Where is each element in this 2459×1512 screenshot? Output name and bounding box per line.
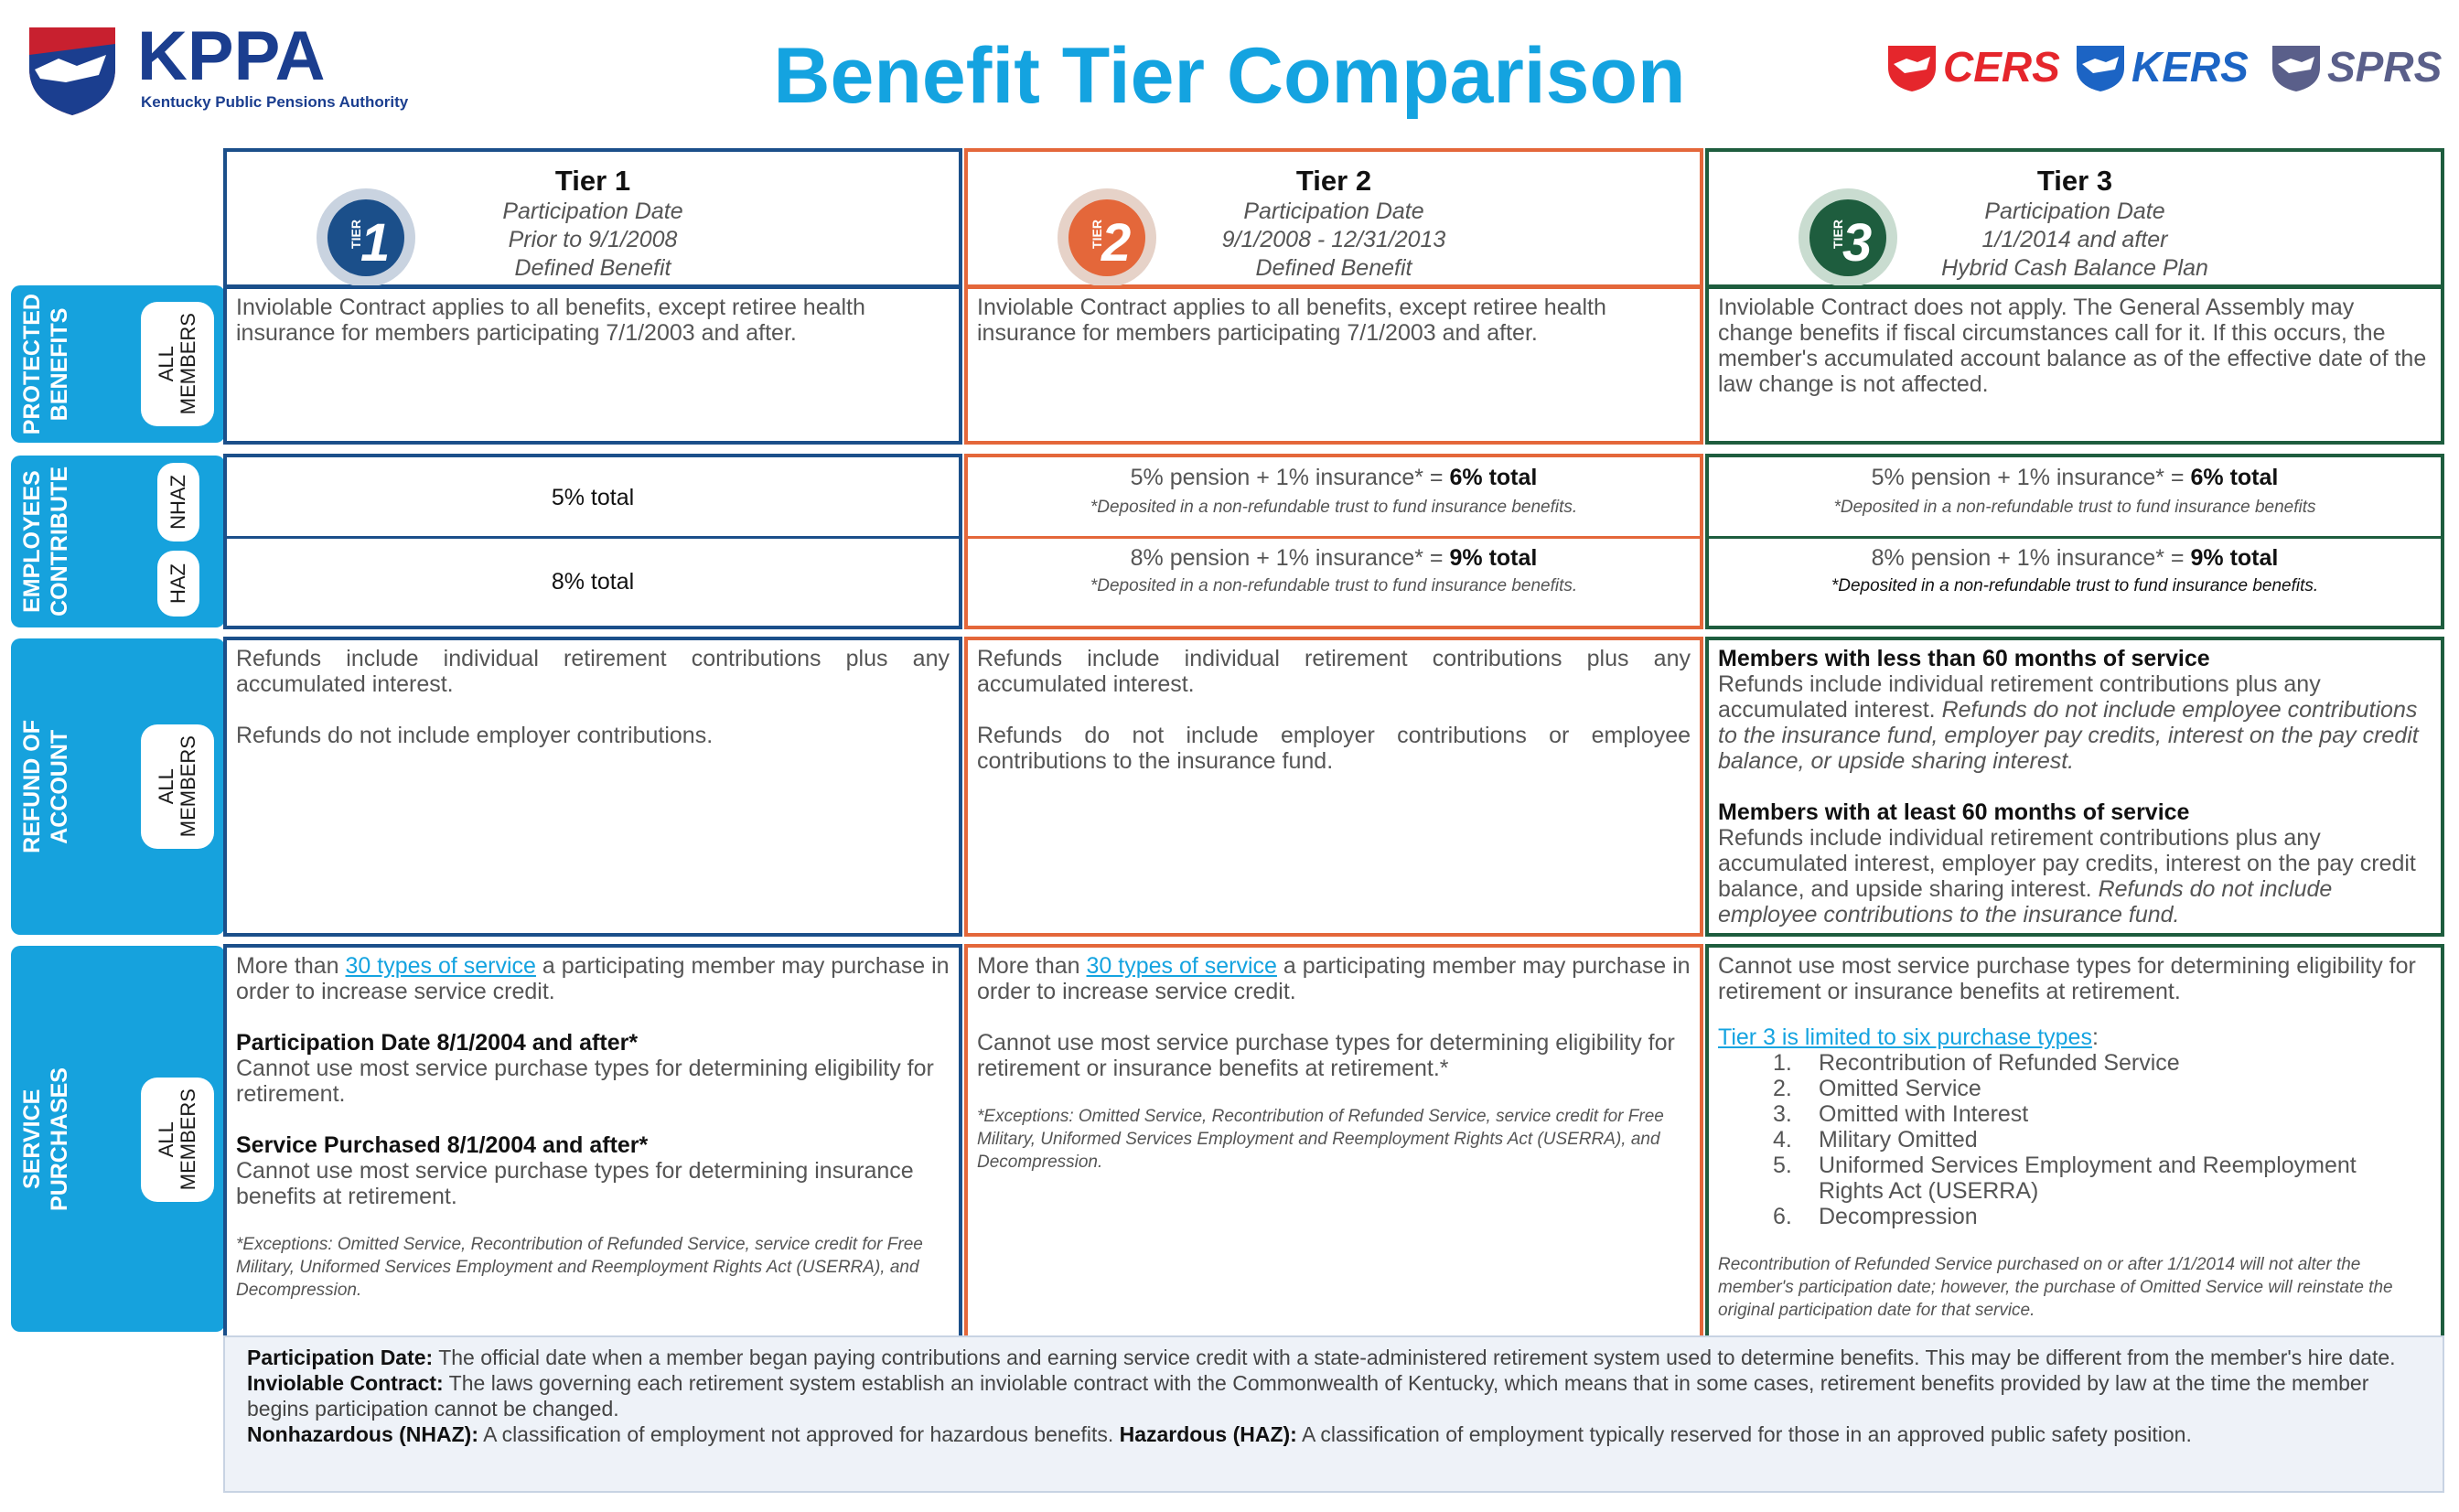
tier3-service-note: Recontribution of Refunded Service purchased on or after 1/1/2014 will not alter the member's participation date; however, the purchase of Omitted Service will reinstate the original participation date for that service. <box>1718 1255 2393 1320</box>
nhaz-pill: NHAZ <box>157 463 199 542</box>
tier2-refund-p2: Refunds do not include employer contributions or employee contributions to the insurance fund. <box>977 723 1691 774</box>
tier2-contribute <box>964 454 1703 629</box>
tier1-service-note: *Exceptions: Omitted Service, Recontribution of Refunded Service, service credit for Free Military, Uniformed Services Employment and Reemployment Rights Act (USERRA), and Decompression. <box>236 1235 923 1300</box>
row-label-employees-contribute: EMPLOYEES CONTRIBUTE NHAZ HAZ <box>11 456 225 627</box>
all-members-pill: ALL MEMBERS <box>141 724 214 849</box>
row-label-protected-benefits: PROTECTED BENEFITS ALL MEMBERS <box>11 285 225 443</box>
row-label-service-purchases: SERVICE PURCHASES ALL MEMBERS <box>11 946 225 1332</box>
tier3-protected-benefits: Inviolable Contract does not apply. The General Assembly may change benefits if fiscal circumstances call for it. If this occurs, the member's accumulated account balance as of the effective date of the law change is not affected. <box>1705 285 2444 445</box>
page-title: Benefit Tier Comparison <box>773 32 1686 120</box>
tier2-protected-benefits: Inviolable Contract applies to all benefits, except retiree health insurance for members participating 7/1/2003 and after. <box>964 285 1703 445</box>
tier3-service-limit: Tier 3 is limited to six purchase types: <box>1718 1024 2099 1050</box>
cers-shield-icon <box>1885 42 1939 93</box>
logo-subtitle: Kentucky Public Pensions Authority <box>141 93 409 111</box>
tier1-header <box>223 148 962 288</box>
tier2-haz-contribution: 8% pension + 1% insurance* = 9% total <box>1130 545 1538 571</box>
tier2-nhaz-note: *Deposited in a non-refundable trust to fund insurance benefits. <box>1090 498 1578 517</box>
tier2-participation: Participation Date 9/1/2008 - 12/31/2013 Defined Benefit <box>1221 198 1446 281</box>
tier1-contribute <box>223 454 962 629</box>
six-purchase-types-link[interactable]: Tier 3 is limited to six purchase types <box>1718 1024 2092 1050</box>
tier1-badge-icon: TIER 1 <box>317 188 415 287</box>
tier1-refund-p1: Refunds include individual retirement contributions plus any accumulated interest. <box>236 646 950 697</box>
tier3-refund-p1: Refunds include individual retirement contributions plus any accumulated interest. Refunds do not include employee contributions to the insurance fund, employer pay credits, interest on the pay credit balance, or upside sharing interest. <box>1718 671 2419 774</box>
tier3-refund <box>1705 637 2444 937</box>
brand-logos <box>1885 38 2452 102</box>
tier1-service-h2: Service Purchased 8/1/2004 and after* <box>236 1132 649 1158</box>
divider <box>968 536 1700 539</box>
definition-participation-date: Participation Date: The official date when a member began paying contributions and earning service credit with a state-administered retirement system used to determine benefits. This may be different from the member's hire date. <box>247 1346 2396 1369</box>
tier2-refund <box>964 637 1703 937</box>
divider <box>227 536 959 539</box>
tier2-service-note: *Exceptions: Omitted Service, Recontribution of Refunded Service, service credit for Free Military, Uniformed Services Employment and Reemployment Rights Act (USERRA), and Decompression. <box>977 1107 1664 1172</box>
tier3-refund-h2: Members with at least 60 months of service <box>1718 799 2190 825</box>
tier1-service-purchases <box>223 944 962 1335</box>
tier3-header <box>1705 148 2444 288</box>
list-item: 4. Military Omitted <box>1773 1127 1978 1153</box>
tier3-haz-note: *Deposited in a non-refundable trust to fund insurance benefits. <box>1831 576 2319 595</box>
all-members-pill: ALL MEMBERS <box>141 302 214 426</box>
tier3-service-p1: Cannot use most service purchase types for determining eligibility for retirement or insurance benefits at retirement. <box>1718 953 2416 1004</box>
tier3-refund-h1: Members with less than 60 months of service <box>1718 646 2210 671</box>
tier2-service-intro: More than 30 types of service a participating member may purchase in order to increase service credit. <box>977 953 1691 1004</box>
tier1-participation: Participation Date Prior to 9/1/2008 Defined Benefit <box>502 198 683 281</box>
tier3-contribute <box>1705 454 2444 629</box>
tier1-service-p1: Cannot use most service purchase types for determining eligibility for retirement. <box>236 1056 934 1107</box>
tier2-name: Tier 2 <box>1295 165 1372 197</box>
tier1-name: Tier 1 <box>554 165 631 197</box>
tier1-service-p2: Cannot use most service purchase types for determining insurance benefits at retirement. <box>236 1158 914 1209</box>
brand-cers: CERS <box>1943 43 2060 91</box>
tier3-service-purchases <box>1705 944 2444 1335</box>
sprs-shield-icon <box>2269 42 2324 93</box>
tier3-participation: Participation Date 1/1/2014 and after Hybrid Cash Balance Plan <box>1941 198 2208 281</box>
definition-inviolable-contract: Inviolable Contract: The laws governing each retirement system establish an inviolable contract with the Commonwealth of Kentucky, which means that in some cases, retirement benefits provided by law at the time the member begins participation cannot be changed. <box>247 1371 2369 1421</box>
tier2-service-p1: Cannot use most service purchase types for determining eligibility for retirement or insurance benefits at retirement.* <box>977 1030 1675 1081</box>
tier2-badge-icon: TIER 2 <box>1058 188 1156 287</box>
tier3-badge-icon: TIER 3 <box>1799 188 1897 287</box>
tier3-refund-p2: Refunds include individual retirement contributions plus any accumulated interest, employer pay credits, interest on the pay credit balance, and upside sharing interest. Refunds do not include employee contributions to the insurance fund. <box>1718 825 2416 928</box>
logo-name: KPPA <box>137 17 326 95</box>
list-item: 1. Recontribution of Refunded Service <box>1773 1050 2180 1076</box>
tier3-nhaz-note: *Deposited in a non-refundable trust to fund insurance benefits <box>1833 498 2316 517</box>
kers-shield-icon <box>2073 42 2128 93</box>
tier1-nhaz-contribution: 5% total <box>551 485 635 510</box>
list-item: 6. Decompression <box>1773 1204 1978 1229</box>
tier3-nhaz-contribution: 5% pension + 1% insurance* = 6% total <box>1871 465 2279 490</box>
tier3-haz-contribution: 8% pension + 1% insurance* = 9% total <box>1871 545 2279 571</box>
haz-pill: HAZ <box>157 551 199 617</box>
tier3-name: Tier 3 <box>2036 165 2113 197</box>
tier3-purchase-list <box>1718 1050 2432 1229</box>
tier2-service-purchases <box>964 944 1703 1335</box>
tier2-haz-note: *Deposited in a non-refundable trust to fund insurance benefits. <box>1090 576 1578 595</box>
types-of-service-link[interactable]: 30 types of service <box>1086 953 1277 979</box>
tier1-refund <box>223 637 962 937</box>
tier1-protected-benefits: Inviolable Contract applies to all benefits, except retiree health insurance for members participating 7/1/2003 and after. <box>223 285 962 445</box>
tier2-header <box>964 148 1703 288</box>
divider <box>1709 536 2441 539</box>
list-item: 3. Omitted with Interest <box>1773 1101 2029 1127</box>
row-label-refund-of-account: REFUND OF ACCOUNT ALL MEMBERS <box>11 638 225 935</box>
types-of-service-link[interactable]: 30 types of service <box>345 953 536 979</box>
tier1-haz-contribution: 8% total <box>551 569 635 595</box>
list-item: 5. Uniformed Services Employment and Reemployment Rights Act (USERRA) <box>1773 1153 2357 1204</box>
tier2-nhaz-contribution: 5% pension + 1% insurance* = 6% total <box>1130 465 1538 490</box>
list-item: 2. Omitted Service <box>1773 1076 1981 1101</box>
tier1-service-h1: Participation Date 8/1/2004 and after* <box>236 1030 639 1056</box>
brand-sprs: SPRS <box>2327 43 2443 91</box>
tier1-service-intro: More than 30 types of service a participating member may purchase in order to increase service credit. <box>236 953 950 1004</box>
tier2-refund-p1: Refunds include individual retirement contributions plus any accumulated interest. <box>977 646 1691 697</box>
all-members-pill: ALL MEMBERS <box>141 1078 214 1202</box>
tier1-refund-p2: Refunds do not include employer contributions. <box>236 723 714 748</box>
definition-haz-nhaz: Nonhazardous (NHAZ): A classification of employment not approved for hazardous benefits. Hazardous (HAZ): A classification of employment typically reserved for those in an approved public safety position. <box>247 1422 2192 1446</box>
definitions-footer <box>223 1335 2444 1493</box>
brand-kers: KERS <box>2131 43 2249 91</box>
